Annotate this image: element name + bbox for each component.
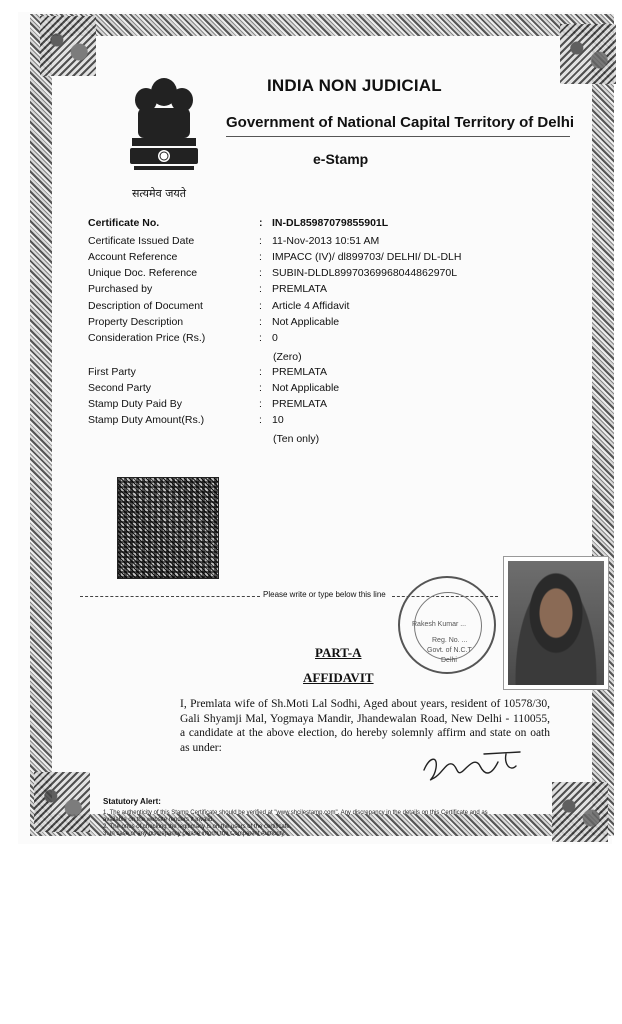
- field-value: 11-Nov-2013 10:51 AM: [272, 235, 380, 247]
- field-label: Description of Document: [88, 300, 203, 312]
- alert-line: 2. The onus of checking the legitimacy is on the users of the certificate.: [103, 824, 292, 830]
- field-label: Purchased by: [88, 283, 153, 295]
- field-label: Certificate No.: [88, 217, 160, 229]
- qr-code: [117, 477, 219, 579]
- affidavit-heading: AFFIDAVIT: [303, 670, 374, 685]
- corner-ornament-bottom-left: [34, 772, 90, 832]
- field-label: Stamp Duty Paid By: [88, 398, 182, 410]
- field-value: 0: [272, 332, 278, 344]
- authority-underline: [226, 136, 570, 137]
- field-value: Article 4 Affidavit: [272, 300, 350, 312]
- separator-line-left: [80, 596, 260, 597]
- field-label: Property Description: [88, 316, 184, 328]
- field-value: Not Applicable: [272, 316, 340, 328]
- field-value: IN-DL85987079855901L: [272, 217, 389, 229]
- seal-text: Rakesh Kumar ...: [412, 621, 467, 628]
- signature: [420, 748, 530, 788]
- part-heading: PART-A: [315, 645, 362, 660]
- amount-in-words: (Ten only): [273, 433, 320, 445]
- issuing-authority: Government of National Capital Territory of Delhi: [226, 114, 575, 131]
- statutory-alert-heading: Statutory Alert:: [103, 797, 161, 806]
- alert-line: 1. The authenticity of this Stamp Certificate should be verified at "www.shcilestamp.com". Any discrepancy in the details on this Certificate and as: [103, 810, 488, 816]
- field-value: SUBIN-DLDL89970369968044862970L: [272, 267, 458, 279]
- national-emblem-icon: [124, 72, 204, 184]
- stamp-type: e-Stamp: [313, 151, 369, 167]
- field-value: IMPACC (IV)/ dl899703/ DELHI/ DL-DLH: [272, 251, 462, 263]
- field-value: PREMLATA: [272, 283, 328, 295]
- seal-text: Govt. of N.C.T: [427, 647, 472, 654]
- affidavit-paragraph: I, Premlata wife of Sh.Moti Lal Sodhi, Aged about years, resident of 10578/30, Gali Shyamji Mal, Yogmaya Mandir, Jhandewalan Road, New Delhi - 110055, a candidate at the above election, do hereby solemnly affirm and state on oath as under:: [180, 698, 550, 754]
- corner-ornament-top-right: [560, 24, 616, 84]
- seal-text: Delhi: [441, 657, 457, 664]
- field-value: PREMLATA: [272, 366, 328, 378]
- field-label: Second Party: [88, 382, 152, 394]
- deponent-photo: [503, 556, 609, 690]
- field-label: Certificate Issued Date: [88, 235, 195, 247]
- field-label: Stamp Duty Amount(Rs.): [88, 414, 205, 426]
- document-title: INDIA NON JUDICIAL: [267, 76, 442, 95]
- alert-line: 3. In case of any discrepancy please inform the Competent Authority.: [103, 831, 286, 837]
- field-value: Not Applicable: [272, 382, 340, 394]
- corner-ornament-bottom-right: [552, 782, 608, 842]
- consideration-in-words: (Zero): [273, 351, 302, 363]
- separator-text: Please write or type below this line: [263, 590, 386, 599]
- alert-line: available on the website renders it invalid.: [103, 817, 215, 823]
- field-value: PREMLATA: [272, 398, 328, 410]
- field-label: Consideration Price (Rs.): [88, 332, 206, 344]
- field-label: First Party: [88, 366, 136, 378]
- seal-text: Reg. No. ...: [432, 637, 468, 644]
- emblem-motto: सत्यमेव जयते: [132, 187, 187, 200]
- field-label: Account Reference: [88, 251, 178, 263]
- field-value: 10: [272, 414, 284, 426]
- field-label: Unique Doc. Reference: [88, 267, 198, 279]
- corner-ornament-top-left: [40, 16, 96, 76]
